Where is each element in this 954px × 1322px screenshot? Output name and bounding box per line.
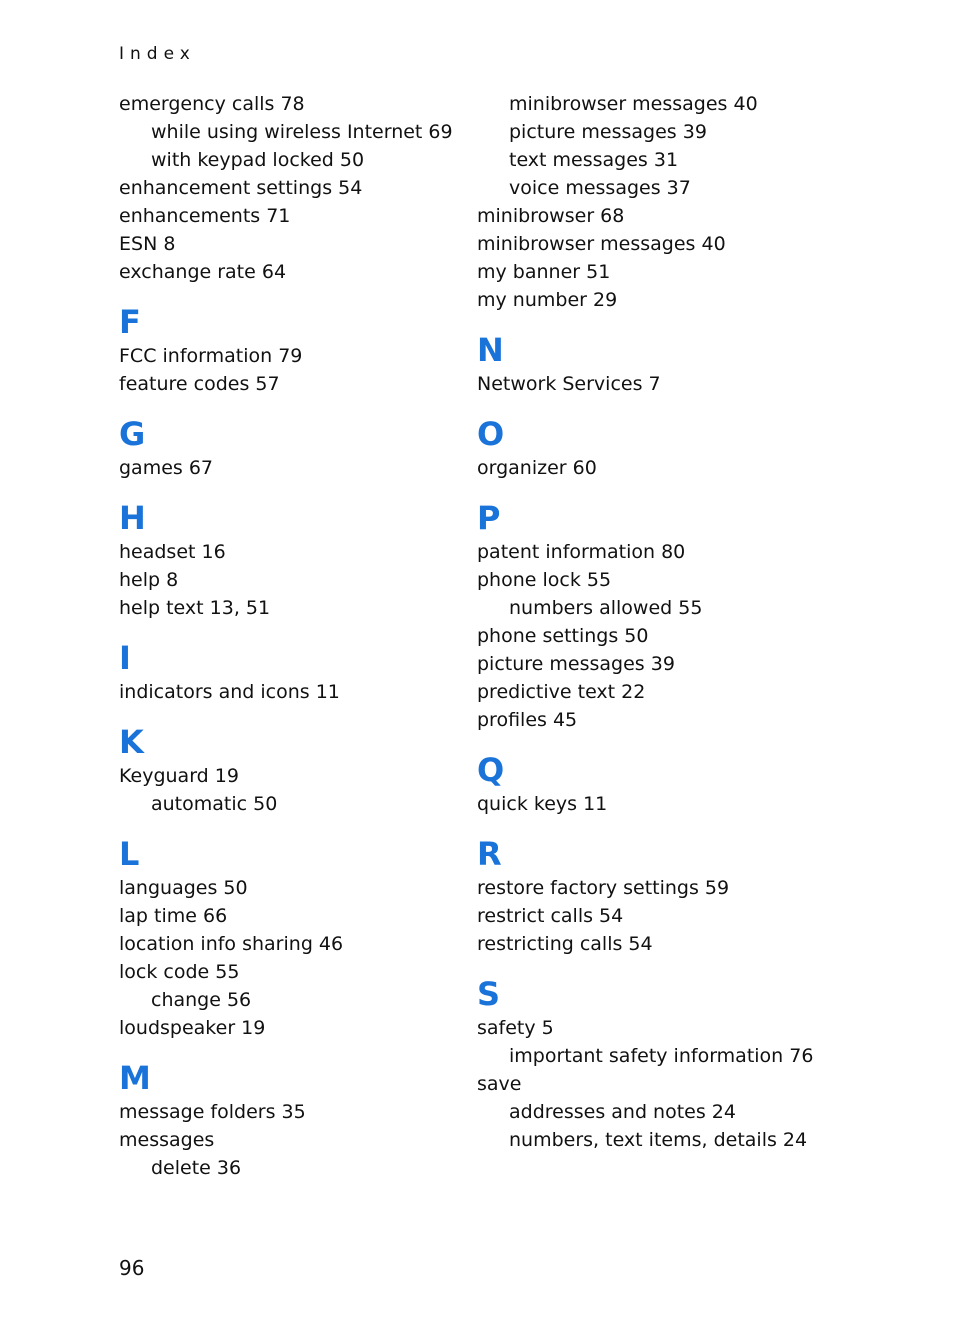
index-entry: predictive text 22 [477,681,646,703]
page-number: 96 [119,1256,145,1280]
page-header: Index [119,44,196,64]
index-entry: my number 29 [477,289,618,311]
index-entry: lock code 55 [119,961,240,983]
index-entry: FCC information 79 [119,345,303,367]
index-entry: phone lock 55 [477,569,612,591]
index-entry: restore factory settings 59 [477,877,730,899]
index-section-letter: Q [477,751,505,789]
index-subentry: numbers, text items, details 24 [509,1129,808,1151]
index-entry: minibrowser 68 [477,205,625,227]
index-entry: ESN 8 [119,233,176,255]
index-section-letter: H [119,499,146,537]
index-entry: games 67 [119,457,214,479]
index-entry: patent information 80 [477,541,686,563]
index-column-right [477,90,917,1154]
index-entry: loudspeaker 19 [119,1017,266,1039]
index-subentry: delete 36 [151,1157,242,1179]
index-entry: enhancements 71 [119,205,291,227]
index-entry: phone settings 50 [477,625,649,647]
index-section-letter: M [119,1059,151,1097]
index-entry: Keyguard 19 [119,765,239,787]
index-entry: exchange rate 64 [119,261,287,283]
index-subentry: important safety information 76 [509,1045,814,1067]
index-section-letter: R [477,835,502,873]
index-subentry: automatic 50 [151,793,278,815]
index-section-letter: N [477,331,504,369]
index-entry: restricting calls 54 [477,933,653,955]
index-column-left [119,90,459,1182]
index-section-letter: O [477,415,505,453]
index-entry: messages [119,1129,215,1151]
index-entry: help text 13, 51 [119,597,271,619]
index-section-letter: G [119,415,146,453]
index-section-letter: I [119,639,131,677]
index-entry: headset 16 [119,541,226,563]
index-entry: location info sharing 46 [119,933,344,955]
index-entry: languages 50 [119,877,248,899]
index-section-letter: F [119,303,141,341]
index-entry: enhancement settings 54 [119,177,363,199]
index-entry: message folders 35 [119,1101,306,1123]
index-subentry: addresses and notes 24 [509,1101,736,1123]
index-entry: picture messages 39 [477,653,675,675]
index-entry: emergency calls 78 [119,93,305,115]
index-entry: help 8 [119,569,179,591]
index-subentry: while using wireless Internet 69 [151,121,453,143]
index-subentry: text messages 31 [509,149,679,171]
index-entry: Network Services 7 [477,373,661,395]
index-subentry: with keypad locked 50 [151,149,365,171]
index-section-letter: L [119,835,140,873]
index-entry: minibrowser messages 40 [477,233,726,255]
index-entry: organizer 60 [477,457,597,479]
index-entry: feature codes 57 [119,373,280,395]
index-entry: indicators and icons 11 [119,681,340,703]
index-subentry: voice messages 37 [509,177,691,199]
index-entry: my banner 51 [477,261,611,283]
index-subentry: change 56 [151,989,252,1011]
index-entry: save [477,1073,522,1095]
index-section-letter: P [477,499,501,537]
index-entry: safety 5 [477,1017,554,1039]
index-entry: profiles 45 [477,709,578,731]
index-entry: lap time 66 [119,905,228,927]
index-entry: quick keys 11 [477,793,608,815]
index-subentry: minibrowser messages 40 [509,93,758,115]
index-subentry: picture messages 39 [509,121,707,143]
index-entry: restrict calls 54 [477,905,624,927]
index-section-letter: K [119,723,144,761]
index-section-letter: S [477,975,501,1013]
index-subentry: numbers allowed 55 [509,597,703,619]
